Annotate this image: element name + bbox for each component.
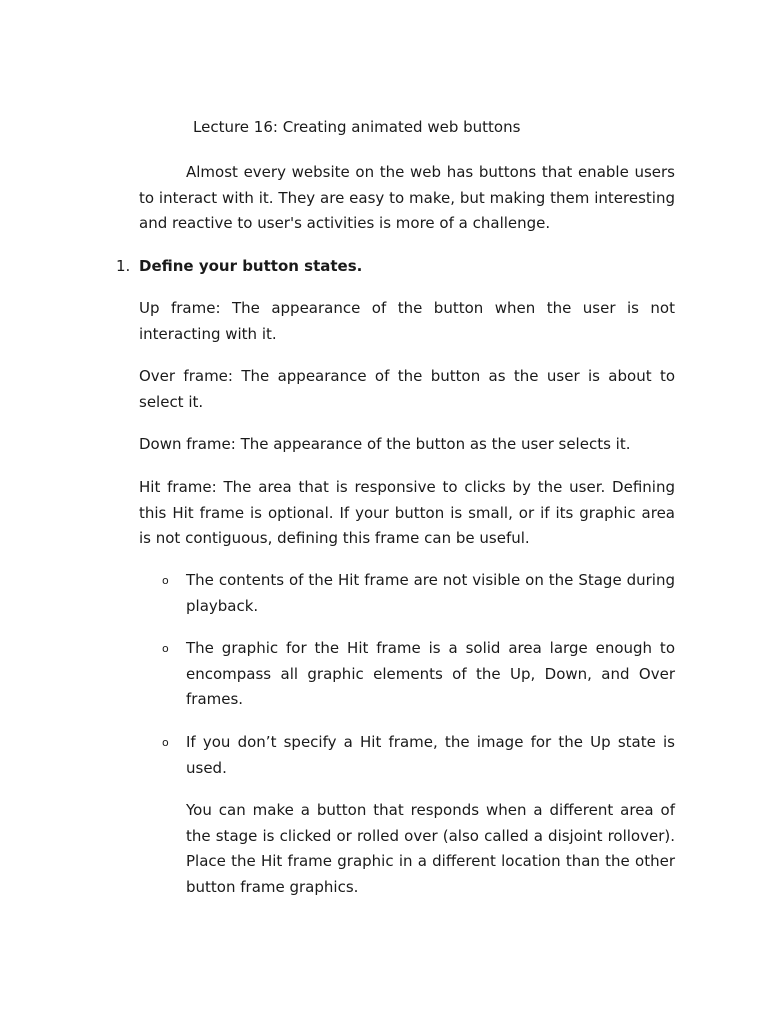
note-paragraph: You can make a button that responds when a different area of the stage is clicked or rolled over (also called a disjoint rollover). Place the Hit frame graphic in a different location than the other button frame graphics. (186, 801, 675, 896)
up-frame-paragraph: Up frame: The appearance of the button when the user is not interacting with it. (139, 299, 675, 343)
list-item-text: The contents of the Hit frame are not visible on the Stage during playback. (186, 571, 675, 615)
bullet-marker-icon: o (162, 574, 169, 587)
section-heading (116, 255, 362, 277)
section-title: Define your button states. (139, 257, 363, 275)
list-item-text: If you don’t specify a Hit frame, the image for the Up state is used. (186, 733, 675, 777)
list-item-text: The graphic for the Hit frame is a solid area large enough to encompass all graphic elements of the Up, Down, and Over frames. (186, 639, 675, 708)
hit-frame-paragraph: Hit frame: The area that is responsive to clicks by the user. Defining this Hit frame is optional. If your button is small, or if its graphic area is not contiguous, defining this frame can be useful. (139, 478, 675, 547)
page-title: Lecture 16: Creating animated web buttons (193, 118, 521, 136)
bullet-marker-icon: o (162, 642, 169, 655)
list-item (162, 568, 675, 619)
bullet-marker-icon: o (162, 736, 169, 749)
over-frame-paragraph: Over frame: The appearance of the button as the user is about to select it. (139, 367, 675, 411)
down-frame-paragraph: Down frame: The appearance of the button as the user selects it. (139, 435, 631, 453)
list-item (162, 730, 675, 781)
section-number: 1. (116, 257, 131, 275)
list-item (162, 636, 675, 713)
intro-paragraph: Almost every website on the web has buttons that enable users to interact with it. They are easy to make, but making them interesting and reactive to user's activities is more of a challenge. (139, 163, 675, 232)
